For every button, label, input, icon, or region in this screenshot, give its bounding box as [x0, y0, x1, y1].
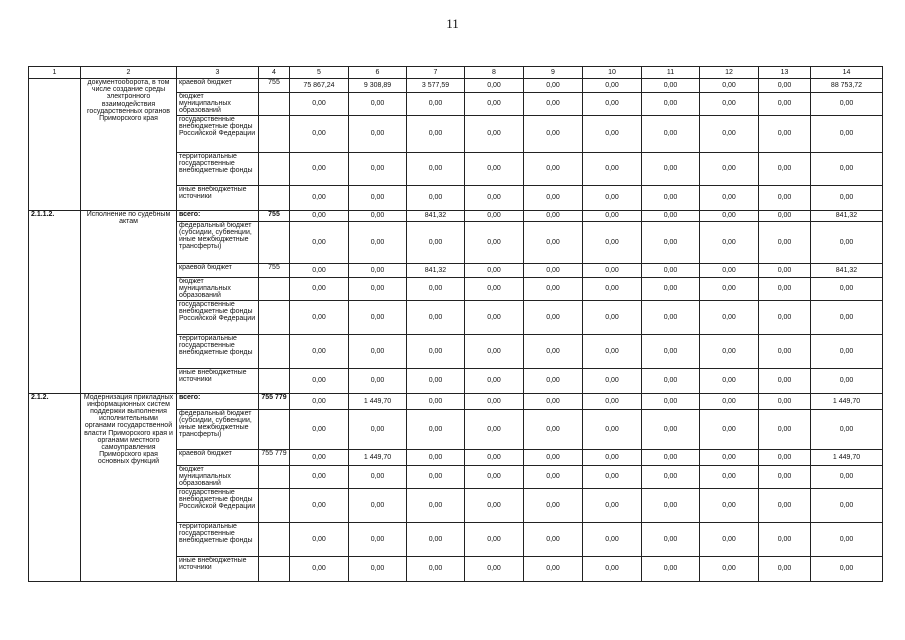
funding-source: территориальные государственные внебюджетные фонды: [177, 334, 259, 368]
amount-cell: 0,00: [700, 185, 759, 210]
funding-source: федеральный бюджет (субсидии, субвенции, иные межбюджетные трансферты): [177, 409, 259, 449]
amount-cell: 0,00: [290, 368, 349, 393]
amount-cell: 0,00: [759, 368, 811, 393]
amount-cell: 0,00: [524, 152, 583, 185]
budget-code: 755: [259, 210, 290, 221]
amount-cell: 0,00: [524, 210, 583, 221]
budget-code: [259, 152, 290, 185]
amount-cell: 0,00: [465, 334, 524, 368]
funding-source: иные внебюджетные источники: [177, 368, 259, 393]
amount-cell: 0,00: [465, 79, 524, 93]
amount-cell: 0,00: [465, 488, 524, 522]
amount-cell: 0,00: [290, 277, 349, 300]
amount-cell: 0,00: [290, 185, 349, 210]
amount-cell: 0,00: [811, 93, 883, 116]
amount-cell: 0,00: [811, 409, 883, 449]
amount-cell: 0,00: [642, 152, 700, 185]
amount-cell: 0,00: [642, 300, 700, 334]
amount-cell: 0,00: [700, 393, 759, 409]
amount-cell: 0,00: [700, 334, 759, 368]
funding-source: государственные внебюджетные фонды Российской Федерации: [177, 488, 259, 522]
item-index: [29, 79, 81, 211]
amount-cell: 0,00: [290, 449, 349, 465]
amount-cell: 0,00: [811, 368, 883, 393]
funding-source: краевой бюджет: [177, 263, 259, 277]
amount-cell: 0,00: [583, 210, 642, 221]
amount-cell: 0,00: [642, 409, 700, 449]
amount-cell: 0,00: [349, 93, 407, 116]
amount-cell: 0,00: [407, 368, 465, 393]
amount-cell: 0,00: [759, 465, 811, 488]
column-header: 4: [259, 67, 290, 79]
amount-cell: 0,00: [811, 221, 883, 263]
amount-cell: 0,00: [524, 263, 583, 277]
amount-cell: 0,00: [583, 334, 642, 368]
item-index: 2.1.2.: [29, 393, 81, 581]
amount-cell: 0,00: [524, 115, 583, 152]
amount-cell: 0,00: [583, 522, 642, 556]
amount-cell: 0,00: [465, 185, 524, 210]
amount-cell: 0,00: [349, 263, 407, 277]
page-number: 11: [446, 16, 459, 31]
amount-cell: 0,00: [642, 263, 700, 277]
amount-cell: 0,00: [759, 210, 811, 221]
amount-cell: 0,00: [349, 277, 407, 300]
amount-cell: 0,00: [583, 465, 642, 488]
amount-cell: 0,00: [290, 465, 349, 488]
amount-cell: 0,00: [700, 93, 759, 116]
budget-table: [28, 66, 883, 582]
amount-cell: 0,00: [407, 277, 465, 300]
amount-cell: 1 449,70: [811, 393, 883, 409]
amount-cell: 1 449,70: [349, 393, 407, 409]
budget-code: [259, 277, 290, 300]
column-header: 8: [465, 67, 524, 79]
amount-cell: 0,00: [583, 488, 642, 522]
budget-code: [259, 334, 290, 368]
amount-cell: 0,00: [465, 449, 524, 465]
amount-cell: 841,32: [407, 210, 465, 221]
amount-cell: 0,00: [290, 152, 349, 185]
amount-cell: 0,00: [583, 185, 642, 210]
amount-cell: 0,00: [700, 409, 759, 449]
amount-cell: 0,00: [759, 556, 811, 581]
amount-cell: 0,00: [583, 556, 642, 581]
amount-cell: 0,00: [642, 488, 700, 522]
budget-code: [259, 522, 290, 556]
amount-cell: 0,00: [290, 300, 349, 334]
amount-cell: 0,00: [811, 152, 883, 185]
item-name: документооборота, в том числе создание среды электронного взаимодействия государственных органов Приморского края: [81, 79, 177, 211]
amount-cell: 0,00: [642, 79, 700, 93]
amount-cell: 0,00: [524, 368, 583, 393]
amount-cell: 0,00: [407, 465, 465, 488]
amount-cell: 0,00: [349, 185, 407, 210]
column-header: 7: [407, 67, 465, 79]
amount-cell: 0,00: [524, 79, 583, 93]
budget-code: 755 779: [259, 449, 290, 465]
amount-cell: 0,00: [407, 115, 465, 152]
amount-cell: 841,32: [811, 263, 883, 277]
amount-cell: 0,00: [290, 210, 349, 221]
amount-cell: 0,00: [811, 465, 883, 488]
amount-cell: 9 308,89: [349, 79, 407, 93]
amount-cell: 0,00: [524, 334, 583, 368]
amount-cell: 0,00: [407, 334, 465, 368]
amount-cell: 841,32: [811, 210, 883, 221]
funding-source: всего:: [177, 210, 259, 221]
amount-cell: 0,00: [811, 522, 883, 556]
amount-cell: 1 449,70: [811, 449, 883, 465]
amount-cell: 0,00: [583, 79, 642, 93]
amount-cell: 0,00: [465, 221, 524, 263]
amount-cell: 0,00: [290, 393, 349, 409]
amount-cell: 0,00: [811, 300, 883, 334]
amount-cell: 0,00: [407, 556, 465, 581]
amount-cell: 0,00: [642, 393, 700, 409]
amount-cell: 0,00: [524, 185, 583, 210]
amount-cell: 0,00: [583, 152, 642, 185]
funding-source: иные внебюджетные источники: [177, 185, 259, 210]
funding-source: государственные внебюджетные фонды Российской Федерации: [177, 115, 259, 152]
amount-cell: 0,00: [407, 300, 465, 334]
budget-code: [259, 185, 290, 210]
funding-source: бюджет муниципальных образований: [177, 465, 259, 488]
amount-cell: 0,00: [700, 79, 759, 93]
column-header: 6: [349, 67, 407, 79]
amount-cell: 1 449,70: [349, 449, 407, 465]
column-header: 11: [642, 67, 700, 79]
amount-cell: 0,00: [759, 409, 811, 449]
table-row: [29, 210, 883, 221]
funding-source: территориальные государственные внебюджетные фонды: [177, 152, 259, 185]
funding-source: территориальные государственные внебюджетные фонды: [177, 522, 259, 556]
column-header: 13: [759, 67, 811, 79]
amount-cell: 0,00: [759, 185, 811, 210]
amount-cell: 0,00: [700, 115, 759, 152]
amount-cell: 0,00: [465, 409, 524, 449]
amount-cell: 0,00: [811, 334, 883, 368]
amount-cell: 0,00: [583, 115, 642, 152]
amount-cell: 0,00: [524, 449, 583, 465]
amount-cell: 0,00: [465, 277, 524, 300]
amount-cell: 0,00: [524, 556, 583, 581]
amount-cell: 0,00: [524, 409, 583, 449]
amount-cell: 0,00: [407, 522, 465, 556]
amount-cell: 0,00: [759, 263, 811, 277]
amount-cell: 0,00: [407, 488, 465, 522]
amount-cell: 0,00: [759, 522, 811, 556]
amount-cell: 0,00: [642, 465, 700, 488]
amount-cell: 0,00: [700, 152, 759, 185]
amount-cell: 0,00: [465, 115, 524, 152]
item-index: 2.1.1.2.: [29, 210, 81, 393]
amount-cell: 0,00: [700, 300, 759, 334]
amount-cell: 0,00: [700, 465, 759, 488]
amount-cell: 0,00: [583, 449, 642, 465]
amount-cell: 3 577,59: [407, 79, 465, 93]
column-header: 9: [524, 67, 583, 79]
funding-source: федеральный бюджет (субсидии, субвенции, иные межбюджетные трансферты): [177, 221, 259, 263]
amount-cell: 0,00: [583, 221, 642, 263]
amount-cell: 0,00: [407, 393, 465, 409]
amount-cell: 0,00: [465, 152, 524, 185]
amount-cell: 0,00: [759, 115, 811, 152]
amount-cell: 0,00: [465, 300, 524, 334]
amount-cell: 0,00: [700, 263, 759, 277]
amount-cell: 0,00: [349, 334, 407, 368]
amount-cell: 0,00: [349, 221, 407, 263]
amount-cell: 0,00: [524, 93, 583, 116]
amount-cell: 0,00: [700, 556, 759, 581]
table-body: [29, 79, 883, 582]
amount-cell: 0,00: [583, 93, 642, 116]
funding-source: краевой бюджет: [177, 79, 259, 93]
amount-cell: 0,00: [524, 522, 583, 556]
amount-cell: 0,00: [407, 221, 465, 263]
amount-cell: 0,00: [407, 449, 465, 465]
amount-cell: 0,00: [759, 488, 811, 522]
budget-code: [259, 488, 290, 522]
budget-code: [259, 93, 290, 116]
amount-cell: 0,00: [524, 300, 583, 334]
amount-cell: 0,00: [290, 263, 349, 277]
amount-cell: 0,00: [759, 393, 811, 409]
amount-cell: 0,00: [642, 368, 700, 393]
amount-cell: 88 753,72: [811, 79, 883, 93]
amount-cell: 0,00: [642, 185, 700, 210]
funding-source: государственные внебюджетные фонды Российской Федерации: [177, 300, 259, 334]
amount-cell: 0,00: [349, 522, 407, 556]
amount-cell: 0,00: [349, 152, 407, 185]
column-header: 12: [700, 67, 759, 79]
budget-code: [259, 115, 290, 152]
amount-cell: 0,00: [290, 221, 349, 263]
amount-cell: 75 867,24: [290, 79, 349, 93]
amount-cell: 0,00: [811, 488, 883, 522]
amount-cell: 0,00: [524, 465, 583, 488]
amount-cell: 0,00: [759, 93, 811, 116]
amount-cell: 0,00: [407, 152, 465, 185]
amount-cell: 0,00: [642, 210, 700, 221]
table-row: [29, 79, 883, 93]
header-row: [29, 67, 883, 79]
amount-cell: 0,00: [700, 210, 759, 221]
funding-source: всего:: [177, 393, 259, 409]
funding-source: бюджет муниципальных образований: [177, 277, 259, 300]
item-name: Модернизация прикладных информационных систем поддержки выполнения исполнительными органами государственной власти Приморского края и органами местного самоуправления Приморского края основных функций: [81, 393, 177, 581]
amount-cell: 0,00: [642, 93, 700, 116]
amount-cell: 0,00: [349, 465, 407, 488]
amount-cell: 0,00: [759, 152, 811, 185]
amount-cell: 0,00: [407, 185, 465, 210]
item-name: Исполнение по судебным актам: [81, 210, 177, 393]
amount-cell: 0,00: [583, 393, 642, 409]
amount-cell: 0,00: [583, 263, 642, 277]
budget-code: [259, 465, 290, 488]
table-row: [29, 393, 883, 409]
amount-cell: 0,00: [465, 465, 524, 488]
amount-cell: 0,00: [349, 368, 407, 393]
funding-source: бюджет муниципальных образований: [177, 93, 259, 116]
amount-cell: 0,00: [700, 488, 759, 522]
amount-cell: 0,00: [811, 185, 883, 210]
amount-cell: 0,00: [700, 221, 759, 263]
amount-cell: 0,00: [642, 277, 700, 300]
amount-cell: 0,00: [349, 210, 407, 221]
amount-cell: 0,00: [290, 488, 349, 522]
amount-cell: 0,00: [642, 221, 700, 263]
column-header: 5: [290, 67, 349, 79]
amount-cell: 841,32: [407, 263, 465, 277]
budget-code: [259, 368, 290, 393]
amount-cell: 0,00: [524, 488, 583, 522]
budget-code: 755: [259, 263, 290, 277]
column-header: 3: [177, 67, 259, 79]
amount-cell: 0,00: [583, 277, 642, 300]
amount-cell: 0,00: [811, 277, 883, 300]
amount-cell: 0,00: [759, 449, 811, 465]
amount-cell: 0,00: [759, 79, 811, 93]
amount-cell: 0,00: [349, 488, 407, 522]
column-header: 2: [81, 67, 177, 79]
amount-cell: 0,00: [290, 334, 349, 368]
amount-cell: 0,00: [642, 334, 700, 368]
amount-cell: 0,00: [349, 300, 407, 334]
amount-cell: 0,00: [290, 115, 349, 152]
amount-cell: 0,00: [349, 409, 407, 449]
amount-cell: 0,00: [583, 409, 642, 449]
amount-cell: 0,00: [290, 556, 349, 581]
amount-cell: 0,00: [465, 556, 524, 581]
amount-cell: 0,00: [642, 556, 700, 581]
budget-code: [259, 556, 290, 581]
amount-cell: 0,00: [349, 115, 407, 152]
amount-cell: 0,00: [642, 449, 700, 465]
amount-cell: 0,00: [811, 115, 883, 152]
amount-cell: 0,00: [465, 393, 524, 409]
amount-cell: 0,00: [465, 263, 524, 277]
amount-cell: 0,00: [700, 449, 759, 465]
budget-code: [259, 409, 290, 449]
amount-cell: 0,00: [759, 334, 811, 368]
amount-cell: 0,00: [290, 409, 349, 449]
column-header: 10: [583, 67, 642, 79]
amount-cell: 0,00: [642, 115, 700, 152]
amount-cell: 0,00: [407, 93, 465, 116]
funding-source: иные внебюджетные источники: [177, 556, 259, 581]
amount-cell: 0,00: [524, 221, 583, 263]
amount-cell: 0,00: [465, 368, 524, 393]
budget-code: 755 779: [259, 393, 290, 409]
amount-cell: 0,00: [642, 522, 700, 556]
amount-cell: 0,00: [465, 210, 524, 221]
amount-cell: 0,00: [759, 277, 811, 300]
amount-cell: 0,00: [524, 393, 583, 409]
amount-cell: 0,00: [583, 368, 642, 393]
amount-cell: 0,00: [700, 522, 759, 556]
amount-cell: 0,00: [290, 93, 349, 116]
budget-code: [259, 300, 290, 334]
amount-cell: 0,00: [465, 93, 524, 116]
amount-cell: 0,00: [700, 277, 759, 300]
amount-cell: 0,00: [407, 409, 465, 449]
amount-cell: 0,00: [759, 221, 811, 263]
budget-code: 755: [259, 79, 290, 93]
column-header: 14: [811, 67, 883, 79]
funding-source: краевой бюджет: [177, 449, 259, 465]
amount-cell: 0,00: [700, 368, 759, 393]
amount-cell: 0,00: [811, 556, 883, 581]
amount-cell: 0,00: [465, 522, 524, 556]
amount-cell: 0,00: [583, 300, 642, 334]
amount-cell: 0,00: [349, 556, 407, 581]
amount-cell: 0,00: [759, 300, 811, 334]
column-header: 1: [29, 67, 81, 79]
amount-cell: 0,00: [524, 277, 583, 300]
amount-cell: 0,00: [290, 522, 349, 556]
budget-code: [259, 221, 290, 263]
